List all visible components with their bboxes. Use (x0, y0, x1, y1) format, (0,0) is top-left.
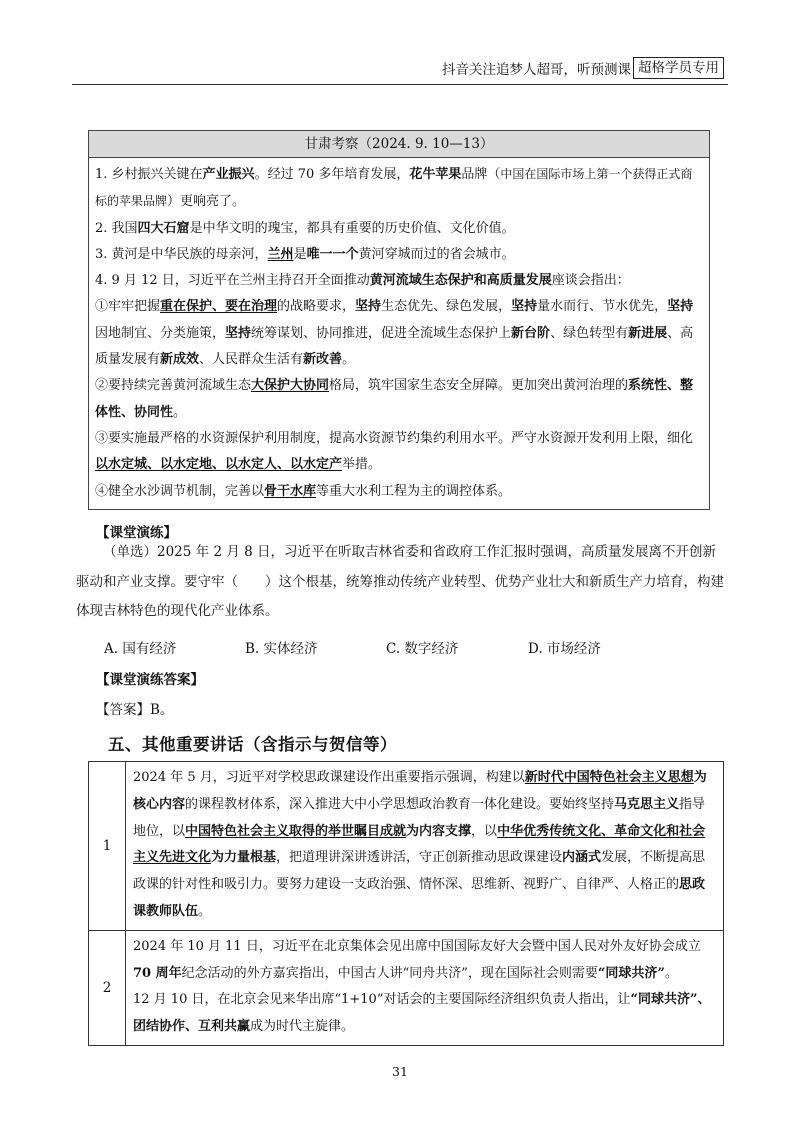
gansu-point-1 (95, 294, 703, 373)
text: 、人民群众生活有 (199, 352, 304, 368)
keyword: 为核心内容 (133, 770, 707, 812)
text: 格局，筑牢国家生态安全屏障。更加突出黄河治理的 (329, 378, 629, 394)
text: ，以 (471, 823, 498, 839)
gansu-item-3 (95, 242, 703, 268)
practice-answer-label: 【课堂演练答案】 (96, 672, 204, 688)
text: 生态优先、绿色发展， (381, 299, 512, 315)
keyword: 以水定城、以水定地、以水定人、以水定产 (95, 457, 343, 473)
text: 2024 年 5 月，习近平对学校思政课建设作出重要指示强调，构建以 (133, 770, 525, 785)
text: 成为时代主旋律。 (250, 1019, 355, 1035)
keyword: “同球共济” (597, 965, 665, 981)
text: 纪念活动的外方嘉宾指出，中国古人讲“同舟共济”，现在国际社会则需要 (181, 965, 598, 981)
text: 指导地位，以 (133, 796, 706, 839)
header-text: 抖音关注追梦人超哥，听预测课 (442, 62, 631, 78)
keyword: 坚持 (667, 299, 694, 315)
text: 等重大水利工程为主的调控体系。 (316, 483, 512, 499)
text: ①牢牢把握 (95, 299, 161, 315)
text: 座谈会指出： (551, 273, 630, 289)
keyword: “同球共济”、团结协作、互利共赢 (133, 992, 711, 1035)
text: 举措。 (342, 457, 382, 473)
text: 1. 乡村振兴关键在 (95, 167, 203, 182)
row-content (126, 930, 724, 1045)
text: 是 (293, 246, 307, 262)
text: 。 (342, 352, 356, 368)
text: ④健全水沙调节机制，完善以 (95, 483, 265, 499)
keyword: 重在保护、要在治理 (160, 299, 278, 315)
keyword: 新台阶 (511, 325, 551, 341)
keyword: 四大石窟 (137, 220, 190, 236)
keyword: 坚持 (225, 325, 252, 341)
keyword: 新改善 (303, 352, 343, 368)
text: 的战略要求， (277, 299, 356, 315)
practice-options (104, 637, 704, 661)
page-header (442, 57, 724, 79)
keyword: 为力量根基 (211, 850, 277, 866)
annotation-note: 中国在国际市场上第一个获得正式商标的苹果品牌 (95, 167, 693, 209)
keyword: 大保护大协同 (251, 378, 330, 394)
table-row (89, 930, 724, 1045)
page-number: 31 (392, 1064, 408, 1079)
option-c: C. 数字经济 (386, 641, 459, 657)
text: 。 (198, 903, 212, 919)
text: ）更响亮了。 (167, 194, 246, 210)
gansu-item-1 (95, 161, 703, 216)
keyword: 思政课教师队伍 (133, 877, 706, 919)
keyword: 70 周年 (133, 965, 182, 981)
text: 。 (173, 404, 187, 420)
keyword: 为内容支撑 (406, 823, 472, 839)
text: 因地制宜、分类施策， (95, 325, 226, 341)
keyword: 内涵式 (562, 850, 602, 866)
text: 3. 黄河是中华民族的母亲河， (95, 246, 268, 262)
text: ，把道理讲深讲透讲活，守正创新推动思政课建设 (276, 850, 563, 866)
text: 2024 年 10 月 11 日，习近平在北京集体会见出席中国国际友好大会暨中国人民对外友好协会成立 (133, 938, 701, 954)
keyword: 兰州 (267, 246, 294, 262)
keyword: 中国特色社会主义取得的举世瞩目成就 (185, 823, 407, 839)
header-rule (72, 84, 728, 85)
text: 量水而行、节水优先， (537, 299, 668, 315)
keyword: 新时代中国特色社会主义思想 (524, 770, 694, 785)
text: 。 (664, 965, 678, 981)
gansu-item-4 (95, 268, 703, 294)
keyword: 系统性、整体性、协同性 (95, 378, 694, 420)
text: 。经过 70 多年培育发展， (254, 167, 410, 182)
gansu-box-body (89, 158, 709, 509)
text: 2. 我国 (95, 220, 138, 236)
gansu-point-3 (95, 426, 703, 479)
keyword: 花牛苹果 (409, 167, 462, 182)
text: 统筹谋划、协同推进，促进全流域生态保护上 (251, 325, 512, 341)
gansu-item-2 (95, 216, 703, 242)
gansu-point-2 (95, 373, 703, 426)
keyword: 黄河流域生态保护和高质量发展 (369, 273, 552, 289)
keyword: 马克思主义 (614, 796, 680, 812)
section-5-table (88, 761, 724, 1046)
text: 是中华文明的瑰宝，都具有重要的历史价值、文化价值。 (189, 220, 515, 236)
keyword: 坚持 (511, 299, 538, 315)
keyword: 新进展 (628, 325, 668, 341)
table-row (89, 762, 724, 931)
practice-question: （单选）2025 年 2 月 8 日，习近平在听取吉林省委和省政府工作汇报时强调，高质量发展离不开创新驱动和产业支撑。要守牢（ ）这个根基，统筹推动传统产业转型、优势产业壮大和新质生产力培育，构建体现吉林特色的现代化产业体系。 (76, 544, 724, 619)
text: ②要持续完善黄河流域生态 (95, 378, 252, 394)
row-number: 1 (89, 762, 126, 931)
keyword: 坚持 (355, 299, 382, 315)
keyword: 唯一一个 (306, 246, 359, 262)
gansu-point-4 (95, 479, 703, 505)
text: 黄河穿城而过的省会城市。 (358, 246, 515, 262)
keyword: 产业振兴 (202, 167, 255, 182)
practice-label: 【课堂演练】 (96, 525, 177, 541)
text: 的课程教材体系，深入推进大中小学思想政治教育一体化建设。要始终坚持 (185, 796, 615, 812)
header-badge: 超格学员专用 (633, 57, 724, 79)
text: 发展，不断提高思政课的针对性和吸引力。要努力建设一支政治强、情怀深、思维新、视野广、自律严、人格正的 (133, 850, 706, 893)
keyword: 新成效 (160, 352, 200, 368)
practice-answer: 【答案】B。 (96, 702, 174, 718)
row-content (126, 762, 724, 931)
text: 4. 9 月 12 日，习近平在兰州主持召开全面推动 (95, 273, 370, 289)
keyword: 骨干水库 (264, 483, 317, 499)
keyword: 中华优秀传统文化、革命文化和社会主义先进文化 (133, 823, 706, 866)
text: 、绿色转型有 (550, 325, 629, 341)
option-d: D. 市场经济 (528, 641, 601, 657)
text: 品牌（ (461, 167, 501, 182)
option-b: B. 实体经济 (245, 641, 318, 657)
option-a: A. 国有经济 (104, 641, 177, 657)
row-number: 2 (89, 930, 126, 1045)
text: 12 月 10 日，在北京会见来华出席“1+10”对话会的主要国际经济组织负责人指出，让 (133, 992, 631, 1008)
gansu-box-title: 甘肃考察（2024. 9. 10—13） (89, 131, 709, 158)
section-5-title: 五、其他重要讲话（含指示与贺信等） (108, 735, 397, 754)
gansu-inspection-box (88, 130, 710, 510)
text: 、高质量发展有 (95, 325, 694, 368)
text: ③要实施最严格的水资源保护利用制度，提高水资源节约集约利用水平。严守水资源开发利用上限，细化 (95, 430, 694, 446)
